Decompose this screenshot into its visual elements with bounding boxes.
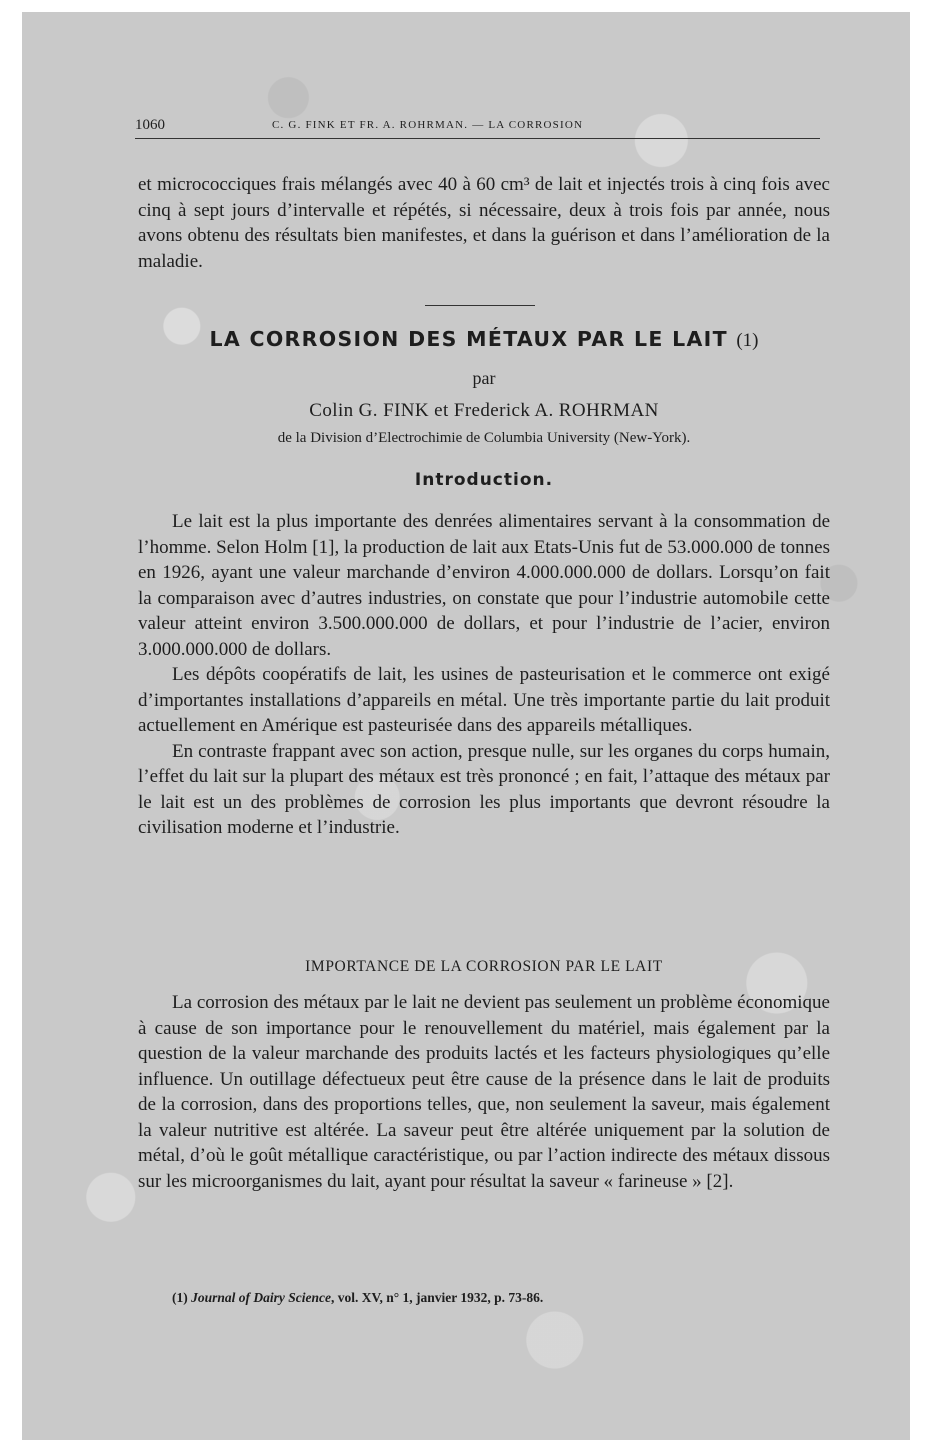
byline-par: par xyxy=(472,368,496,388)
intro-heading: Introduction. xyxy=(414,470,554,490)
section-separator xyxy=(425,305,535,306)
article-title xyxy=(138,327,830,352)
title-footnote-ref: (1) xyxy=(736,330,759,351)
footnote-marker: (1) xyxy=(172,1290,188,1305)
section-paragraph: La corrosion des métaux par le lait ne devient pas seulement un problème économique à cause de son importance pour le renouvellement du matériel, mais également par la question de la valeur marchande des produits lactés et les facteurs physiologiques qu’elle influence. Un outillage défectueux peut être cause de la présence dans le lait de produits de la corrosion, dans des proportions telles, que, non seulement la saveur, mais également la valeur nutritive est altérée. La saveur peut être altérée uniquement par la solution de métal, d’où le goût métallique caractéristique, ou par l’action indirecte des métaux dissous sur les microorganismes du lait, ayant pour résultat la saveur « farineuse » [2]. xyxy=(138,992,830,1192)
footnote-journal: Journal of Dairy Science xyxy=(191,1290,331,1305)
authors: Colin G. FINK et Frederick A. ROHRMAN xyxy=(309,400,659,421)
intro-paragraph: Le lait est la plus importante des denrées alimentaires servant à la consommation de l’homme. Selon Holm [1], la production de lait aux Etats-Unis fut de 53.000.000 de tonnes en 1926, ayant une valeur marchande d’environ 4.000.000.000 de dollars. Lorsqu’on fait la comparaison avec d’autres industries, on constate que pour l’industrie automobile cette valeur atteint environ 3.500.000.000 de dollars, et pour l’industrie de l’acier, environ 3.000.000.000 de dollars. xyxy=(138,511,830,660)
article-title-text: LA CORROSION DES MÉTAUX PAR LE LAIT xyxy=(209,327,728,351)
intro-paragraph: En contraste frappant avec son action, presque nulle, sur les organes du corps humain, l’effet du lait sur la plupart des métaux est très prononcé ; en fait, l’attaque des métaux par le lait est un des problèmes de corrosion les plus importants que devront résoudre la civilisation moderne et l’industrie. xyxy=(138,740,830,838)
intro-section xyxy=(138,509,830,841)
footnote-details: , vol. XV, n° 1, janvier 1932, p. 73-86. xyxy=(331,1290,544,1305)
affiliation: de la Division d’Electrochimie de Columbia University (New-York). xyxy=(277,430,691,446)
importance-section xyxy=(138,990,830,1194)
intro-paragraph: Les dépôts coopératifs de lait, les usines de pasteurisation et le commerce ont exigé d’importantes installations d’appareils en métal. Une très importante partie du lait produit actuellement en Amérique est pasteurisée dans des appareils métalliques. xyxy=(138,664,830,736)
continuation-paragraph: et micrococciques frais mélangés avec 40 à 60 cm³ de lait et injectés trois à cinq fois avec cinq à sept jours d’intervalle et répétés, si nécessaire, deux à trois fois par année, nous avons obtenu des résultats bien manifestes, et dans la guérison et dans l’amélioration de la maladie. xyxy=(138,174,830,272)
footnote xyxy=(172,1290,543,1306)
page-number: 1060 xyxy=(135,117,165,133)
section-heading: IMPORTANCE DE LA CORROSION PAR LE LAIT xyxy=(305,958,663,975)
running-header xyxy=(135,116,820,139)
continuation-text xyxy=(138,172,830,274)
running-title: C. G. FINK ET FR. A. ROHRMAN. — LA CORROSION xyxy=(272,119,584,131)
